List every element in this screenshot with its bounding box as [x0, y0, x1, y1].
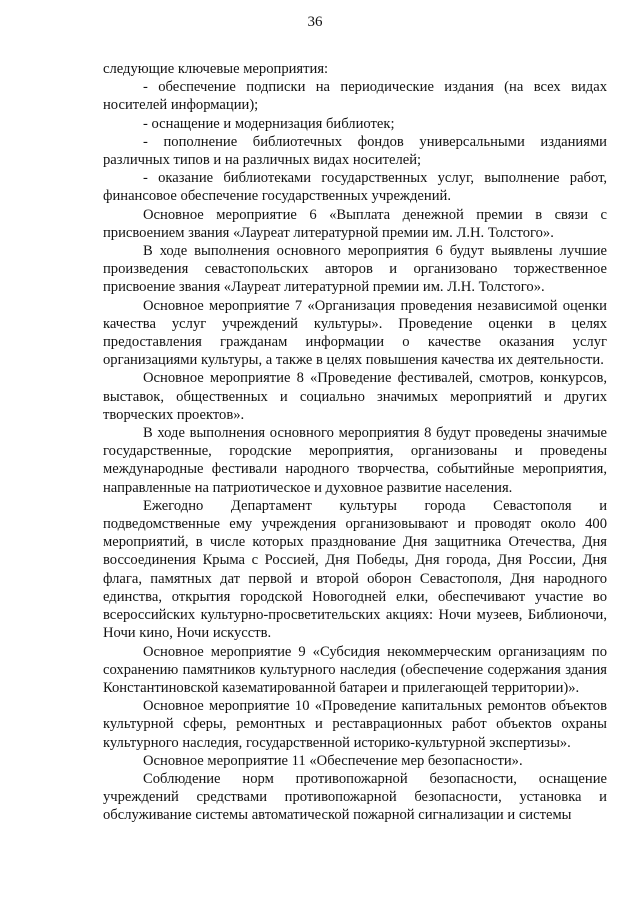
bullet-subscription: - обеспечение подписки на периодические издания (на всех видах носителей информации); [103, 79, 607, 114]
paragraph-measure-8-detail: В ходе выполнения основного мероприятия 8 будут проведены значимые государственные, городские мероприятия, организованы и проведены международные фестивали народного творчества, событийные мероприятия, направленные на патриотическое и духовное развитие населения. [103, 425, 607, 496]
document-body [103, 60, 607, 825]
paragraph-fire-safety: Соблюдение норм противопожарной безопасности, оснащение учреждений средствами противопожарной безопасности, установка и обслуживание системы автоматической пожарной сигнализации и системы [103, 770, 607, 824]
paragraph-measure-10: Основное мероприятие 10 «Проведение капитальных ремонтов объектов культурной сферы, ремонтных и реставрационных работ объектов охраны культурного наследия, государственной историко-культурной экспертизы». [103, 698, 607, 751]
paragraph-measure-7: Основное мероприятие 7 «Организация проведения независимой оценки качества услуг учреждений культуры». Проведение оценки в целях предоставления гражданам информации о качестве оказания услуг организациями культуры, а также в целях повышения качества их деятельности. [103, 297, 607, 369]
bullet-modernization: - оснащение и модернизация библиотек; [143, 115, 395, 132]
paragraph-annual-events: Ежегодно Департамент культуры города Севастополя и подведомственные ему учреждения организовывают и проводят около 400 мероприятий, в числе которых празднование Дня защитника Отечества, Дня воссоединения Крыма с Россией, Дня Победы, Дня города, Дня России, Дня флага, памятных дат первой и второй оборон Севастополя, Дня народного единства, открытия городской Новогодней елки, обеспечивают участие во всероссийских культурно-просветительских акциях: Ночи музеев, Библионочи, Ночи кино, Ночи искусств. [103, 497, 607, 642]
bullet-fund-replenishment: - пополнение библиотечных фондов универсальными изданиями различных типов и на различных видах носителей; [103, 133, 607, 169]
page-number: 36 [307, 14, 323, 30]
paragraph-measure-9: Основное мероприятие 9 «Субсидия некоммерческим организациям по сохранению памятников культурного наследия (обеспечение содержания здания Константиновской казематированной батареи и прилегающей территории)». [103, 643, 607, 696]
paragraph-measure-6-detail: В ходе выполнения основного мероприятия 6 будут выявлены лучшие произведения севастопольских авторов и организовано торжественное присвоение звания «Лауреат литературной премии им. Л.Н. Толстого». [103, 243, 607, 296]
paragraph-measure-11: Основное мероприятие 11 «Обеспечение мер безопасности». [143, 752, 523, 769]
paragraph-measure-8: Основное мероприятие 8 «Проведение фестивалей, смотров, конкурсов, выставок, общественных и социально значимых мероприятий и других творческих проектов». [103, 370, 607, 423]
paragraph-measure-6: Основное мероприятие 6 «Выплата денежной премии в связи с присвоением звания «Лауреат литературной премии им. Л.Н. Толстого». [103, 206, 607, 241]
bullet-library-services: - оказание библиотеками государственных услуг, выполнение работ, финансовое обеспечение государственных учреждений. [103, 170, 607, 205]
intro-line: следующие ключевые мероприятия: [103, 61, 329, 77]
